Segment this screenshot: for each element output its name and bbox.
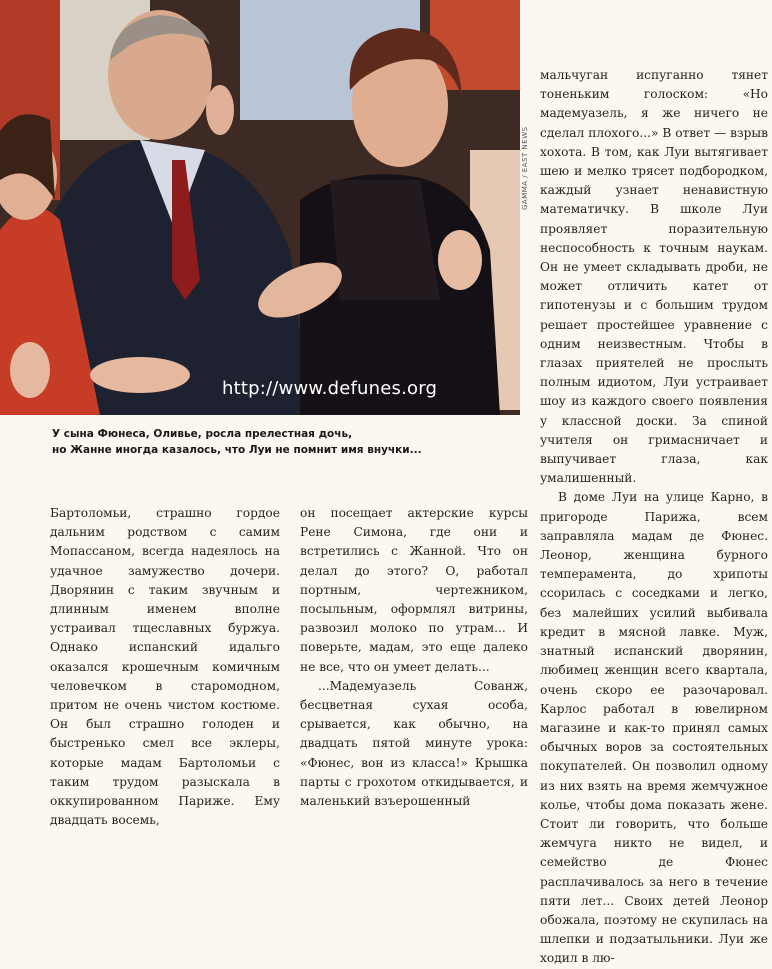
photo bbox=[0, 0, 520, 415]
watermark-url: http://www.defunes.org bbox=[222, 378, 438, 399]
paragraph: В доме Луи на улице Карно, в пригороде Парижа, всем заправляла мадам де Фюнес. Леонор, женщина бурного темперамента, до хрипоты ссорилась с соседками и легко, без малейших усилий выбивала кредит в мясной лавке. Муж, знатный испанский дворянин, любимец женщин всего квартала, очень скоро ее разочаровал. Карлос работал в ювелирном магазине и как-то принял самых обычных воров за состоятельных покупателей. Он позволил одному из них взять на время жемчужное колье, чтобы дома показать жене. Стоит ли говорить, что больше жемчуга никто не видел, и семейство де Фюнес расплачивалось за него в течение пяти лет... Своих детей Леонор обожала, поэтому не скупилась на шлепки и подзатыльники. Луи же ходил в лю- bbox=[540, 490, 768, 966]
text-column-left bbox=[50, 504, 280, 830]
caption-line-2: но Жанне иногда казалось, что Луи не помнит имя внучки... bbox=[52, 444, 422, 456]
paragraph: он посещает актерские курсы Рене Симона, где они и встретились с Жанной. Что он делал до этого? О, работал портным, чертежником, посыльным, оформлял витрины, развозил молоко по утрам... И поверьте, мадам, это еще далеко не все, что он умеет делать... bbox=[300, 506, 528, 674]
photo-illustration bbox=[0, 0, 520, 415]
caption-line-1: У сына Фюнеса, Оливье, росла прелестная дочь, bbox=[52, 428, 353, 440]
text-column-middle bbox=[300, 504, 528, 811]
photo-caption bbox=[52, 426, 422, 458]
paragraph: мальчуган испуганно тянет тоненьким голоском: «Но мадемуазель, я же ничего не сделал плохого...» В ответ — взрыв хохота. В том, как Луи вытягивает шею и мелко трясет подбородком, каждый узнает ненавистную математичку. В школе Луи проявляет поразительную неспособность к точным наукам. Он не умеет складывать дроби, не может отличить катет от гипотенузы и с большим трудом решает простейшее уравнение с одним неизвестным. Чтобы в глазах приятелей не прослыть полным идиотом, Луи устраивает шоу из каждого своего появления у классной доски. За спиной учителя он гримасничает и выпучивает глаза, как умалишенный. bbox=[540, 68, 768, 486]
text-column-right bbox=[540, 66, 768, 969]
paragraph: ...Мадемуазель Сованж, бесцветная сухая особа, срывается, как обычно, на двадцать пятой минуте урока: «Фюнес, вон из класса!» Крышка парты с грохотом откидывается, и маленький взъерошенный bbox=[300, 678, 528, 809]
photo-credit: GAMMA / EAST NEWS bbox=[521, 126, 529, 210]
paragraph: Бартоломьи, страшно гордое дальним родством с самим Мопассаном, всегда надеялось на удачное замужество дочери. Дворянин с таким звучным и длинным именем вполне устраивал тщеславных буржуа. Однако испанский идальго оказался крошечным комичным человечком в старомодном, притом не очень чистом костюме. Он был страшно голоден и быстренько смел все эклеры, которые мадам Бартоломьи с таким трудом разыскала в оккупированном Париже. Ему двадцать восемь, bbox=[50, 506, 280, 828]
